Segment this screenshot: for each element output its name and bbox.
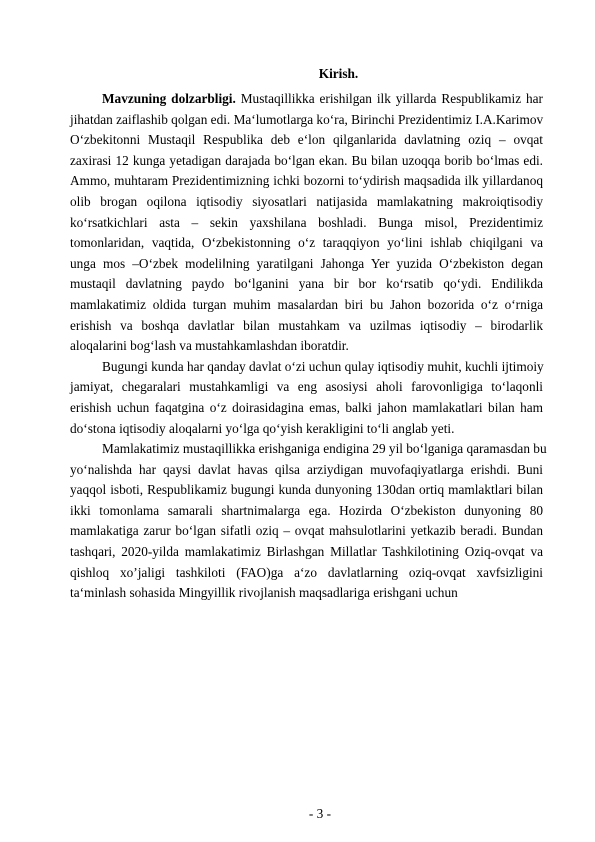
paragraph-line: erishish va boshqa davlatlar bilan mustahkam va uzilmas iqtisodiy – birodarlik: [70, 317, 543, 333]
paragraph-line-text: Mustaqillikka erishilgan ilk yillarda Respublikamiz har: [235, 91, 543, 106]
paragraph-line: Mamlakatimiz mustaqillikka erishganiga endigina 29 yil bo‘lganiga qaramasdan bu: [102, 441, 547, 457]
paragraph-line: zaxirasi 12 kunga yetadigan darajada bo‘lgan ekan. Bu bilan uzoqqa borib bo‘lmas edi.: [70, 152, 543, 168]
paragraph-line: mamlakatimiz oldida turgan muhim masalardan biri bu Jahon bozorida o‘z o‘rniga: [70, 296, 543, 312]
paragraph-line: [102, 89, 543, 110]
paragraph-line: O‘zbekitonni Mustaqil Respublika deb e‘lon qilganlarida davlatning oziq – ovqat: [70, 132, 543, 148]
paragraph-line: Ammo, muhtaram Prezidentimizning ichki bozorni to‘ydirish maqsadida ilk yillardanoq: [70, 173, 543, 189]
paragraph-line: do‘stona iqtisodiy aloqalarni yo‘lga qo‘yish kerakligini to‘li anglab yeti.: [70, 420, 455, 436]
paragraph-line: unga mos –O‘zbek modeli‖ning yaratilgani Jahonga Yer yuzida O‘zbekiston degan: [70, 255, 543, 271]
paragraph-line: Bugungi kunda har qanday davlat o‘zi uchun qulay iqtisodiy muhit, kuchli ijtimoiy: [102, 358, 544, 374]
paragraph-line: ikki tomonlama samarali shartnimalarga ega. Hozirda O‘zbekiston dunyoning 80: [70, 502, 543, 518]
paragraph-line: yo‘nalishda har qaysi davlat havas qilsa arziydigan muvofaqiyatlarga erishdi. Buni: [70, 461, 543, 477]
paragraph-line: tomonlaridan, vaqtida, O‘zbekistonning o‘z taraqqiyon yo‘lini ishlab chiqilgani va: [70, 235, 543, 251]
body-text: [70, 89, 547, 604]
paragraph-line: qishloq xo’jaligi tashkiloti (FAO)ga a‘zo davlatlarning oziq-ovqat xavfsizligini: [70, 564, 543, 580]
page-number: - 3 -: [308, 806, 332, 821]
paragraph-line: aloqalarini bog‘lash va mustahkamlashdan iboratdir.: [70, 338, 349, 354]
paragraph-1: [70, 89, 544, 357]
paragraph-line: jihatdan zaiflashib qolgan edi. Ma‘lumotlarga ko‘ra, Birinchi Prezidentimiz I.A.Karimov: [70, 111, 544, 127]
paragraph-line: jamiyat, chegaralari mustahkamligi va eng asosiysi aholi farovonligiga to‘laqonli: [70, 379, 543, 395]
paragraph-line: ko‘rsatkichlari asta – sekin yaxshilana boshladi. Bunga misol, Prezidentimiz: [70, 214, 543, 230]
paragraph-line: mamlakatiga zarur bo‘lgan sifatli oziq – ovqat mahsulotlarini yetkazib beradi. Bundan: [70, 523, 543, 539]
paragraph-line: erishish uchun faqatgina o‘z doirasidagina emas, balki jahon mamlakatlari bilan ham: [70, 399, 543, 415]
paragraph-lead: Mavzuning dolzarbligi.: [102, 91, 236, 106]
paragraph-line: mustaqil davlatning paydo bo‘lganini yana bir bor ko‘rsatib qo‘ydi. Endilikda: [70, 276, 543, 292]
paragraph-line: ta‘minlash sohasida Mingyillik rivojlanish maqsadlariga erishgani uchun: [70, 585, 458, 601]
paragraph-line: olib brogan oqilona iqtisodiy siyosatlari natijasida mamlakatning makroiqtisodiy: [70, 193, 543, 209]
paragraph-2: [70, 357, 544, 439]
paragraph-3: [70, 439, 547, 604]
paragraph-line: tashqari, 2020-yilda mamlakatimiz Birlashgan Millatlar Tashkilotining Oziq-ovqat va: [70, 544, 543, 560]
paragraph-line: yaqqol isboti, Respublikamiz bugungi kunda dunyoning 130dan ortiq mamlaktlari bilan: [70, 482, 543, 498]
section-heading: Kirish.: [318, 66, 359, 81]
